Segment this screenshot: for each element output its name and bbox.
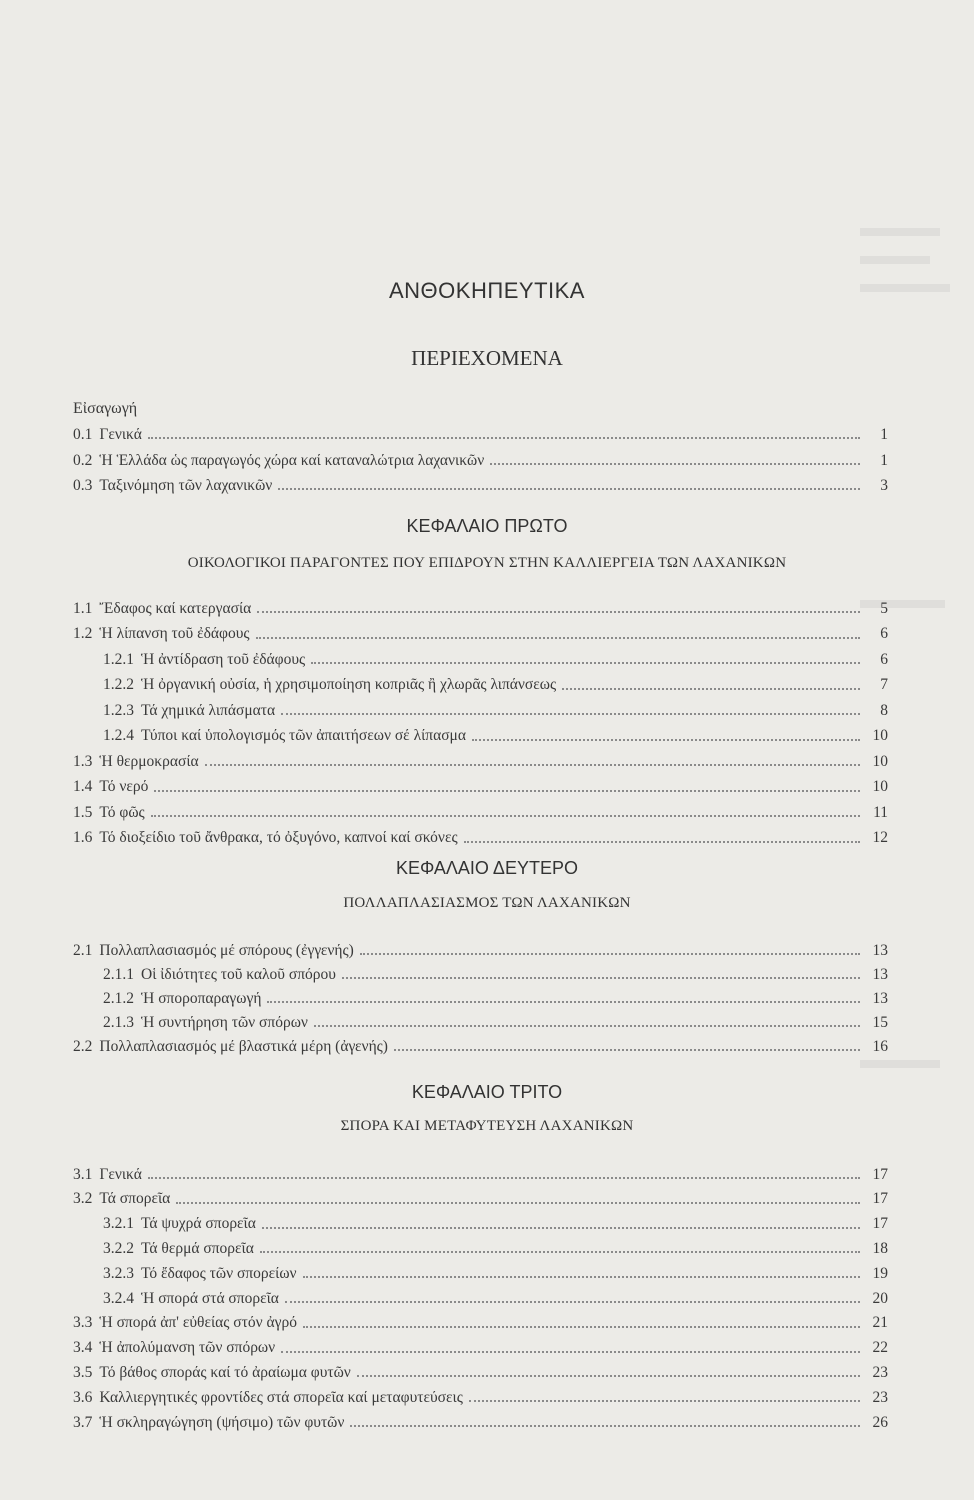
toc-entry-title: Ἡ λίπανση τοῦ ἐδάφους — [99, 625, 250, 642]
toc-entry — [103, 671, 888, 693]
toc-entry-number: 0.2 — [73, 451, 93, 469]
toc-entry-title: Πολλαπλασιασμός μέ σπόρους (ἐγγενής) — [99, 941, 354, 959]
toc-entry-page: 17 — [872, 1165, 888, 1183]
dot-leader — [360, 952, 860, 955]
dot-leader — [562, 687, 860, 690]
toc-entry — [73, 594, 888, 616]
toc-entry — [73, 1160, 888, 1182]
toc-entry-page: 1 — [880, 451, 888, 469]
dot-leader — [154, 789, 860, 792]
toc-entry-number: 2.1.3 — [103, 1013, 134, 1031]
toc-entry-page: 18 — [872, 1239, 888, 1257]
toc-entry-number: 3.1 — [73, 1165, 93, 1183]
toc-entry-title: Καλλιεργητικές φροντίδες στά σπορεῖα καί μεταφυτεύσεις — [99, 1388, 463, 1406]
dot-leader — [394, 1048, 860, 1051]
dot-leader — [278, 487, 860, 490]
dot-leader — [357, 1374, 860, 1377]
toc-entry-title: Πολλαπλασιασμός μέ βλαστικά μέρη (ἀγενής) — [99, 1037, 388, 1055]
dot-leader — [314, 1024, 860, 1027]
toc-entry — [103, 1259, 888, 1281]
toc-entry-title: Τό διοξείδιο τοῦ ἄνθρακα, τό ὀξυγόνο, καπνοί καί σκόνες — [99, 829, 458, 846]
toc-entry-title: Ἡ συντήρηση τῶν σπόρων — [141, 1013, 308, 1031]
contents-title: ΠΕΡΙΕΧΟΜΕΝΑ — [411, 346, 563, 370]
toc-entry-title: Ἡ σπορά στά σπορεῖα — [141, 1289, 279, 1307]
dot-leader — [205, 763, 860, 766]
toc-entry-number: 1.6 — [73, 829, 93, 846]
toc-entry-page: 3 — [880, 476, 888, 494]
toc-entry — [73, 1358, 888, 1380]
toc-entry-page: 10 — [872, 727, 888, 744]
toc-entry-number: 1.3 — [73, 752, 93, 770]
toc-entry-page: 20 — [872, 1289, 888, 1307]
toc-entry-number: 3.2.3 — [103, 1264, 134, 1282]
toc-entry-title: Τά θερμά σπορεῖα — [141, 1239, 254, 1257]
toc-entry — [103, 645, 888, 667]
dot-leader — [262, 1226, 860, 1229]
dot-leader — [311, 661, 860, 664]
toc-entry-number: 3.4 — [73, 1339, 93, 1357]
toc-entry-page: 6 — [880, 650, 888, 668]
toc-entry-page: 13 — [872, 989, 888, 1007]
toc-entry — [103, 1210, 888, 1232]
toc-entry-number: 3.2.1 — [103, 1215, 134, 1233]
toc-entry — [73, 1309, 888, 1331]
toc-entry — [103, 696, 888, 718]
toc-entry-page: 13 — [872, 941, 888, 959]
toc-entry-number: 2.1.2 — [103, 989, 134, 1007]
intro-label: Εἰσαγωγή — [73, 400, 138, 417]
toc-entry-page: 16 — [872, 1037, 888, 1055]
dot-leader — [267, 1000, 860, 1003]
toc-entry — [103, 960, 888, 982]
dot-leader — [257, 610, 860, 613]
chapter-subtitle-3: ΣΠΟΡΑ ΚΑΙ ΜΕΤΑΦΥΤΕΥΣΗ ΛΑΧΑΝΙΚΩΝ — [340, 1118, 634, 1134]
toc-entry-title: Ἡ σπορά ἀπ' εὐθείας στόν ἀγρό — [99, 1314, 297, 1332]
dot-leader — [281, 1350, 860, 1353]
dot-leader — [176, 1201, 860, 1204]
toc-entry — [103, 722, 888, 744]
toc-entry — [103, 984, 888, 1006]
toc-entry-number: 3.2 — [73, 1190, 93, 1208]
toc-entry-title: Ἡ θερμοκρασία — [99, 752, 199, 770]
chapter-subtitle-1: ΟΙΚΟΛΟΓΙΚΟΙ ΠΑΡΑΓΟΝΤΕΣ ΠΟΥ ΕΠΙΔΡΟΥΝ ΣΤΗΝ ΚΑΛΛΙΕΡΓΕΙΑ ΤΩΝ ΛΑΧΑΝΙΚΩΝ — [187, 555, 787, 571]
dot-leader — [303, 1275, 860, 1278]
dot-leader — [350, 1424, 860, 1427]
toc-entry-title: Γενικά — [99, 425, 142, 443]
dot-leader — [342, 976, 860, 979]
toc-entry-number: 3.6 — [73, 1388, 93, 1406]
toc-entry-title: Τά χημικά λιπάσματα — [141, 701, 276, 719]
toc-entry-number: 3.7 — [73, 1413, 93, 1431]
toc-entry — [73, 1185, 888, 1207]
toc-entry-page: 8 — [880, 701, 888, 719]
toc-entry-page: 21 — [872, 1314, 888, 1332]
chapter-subtitle-2: ΠΟΛΛΑΠΛΑΣΙΑΣΜΟΣ ΤΩΝ ΛΑΧΑΝΙΚΩΝ — [343, 895, 631, 911]
toc-entry-title: Ἡ ὀργανική οὐσία, ἡ χρησιμοποίηση κοπριᾶς ἢ χλωρᾶς λιπάνσεως — [141, 676, 557, 693]
toc-entry-number: 0.1 — [73, 425, 93, 443]
toc-entry-page: 5 — [880, 599, 888, 617]
toc-entry — [73, 1334, 888, 1356]
toc-entry — [73, 773, 888, 795]
toc-entry-number: 1.4 — [73, 778, 93, 795]
toc-entry-page: 22 — [872, 1339, 888, 1357]
dot-leader — [303, 1325, 860, 1328]
toc-entry — [103, 1284, 888, 1306]
toc-entry-number: 1.2.4 — [103, 727, 134, 744]
toc-entry — [73, 747, 888, 769]
toc-entry-page: 10 — [872, 778, 888, 795]
toc-entry-title: Ἡ Ἑλλάδα ὡς παραγωγός χώρα καί καταναλώτρια λαχανικῶν — [99, 451, 485, 469]
dot-leader — [464, 840, 860, 843]
toc-entry-number: 0.3 — [73, 476, 93, 494]
bleed-line — [860, 1060, 940, 1068]
toc-entry — [73, 420, 888, 442]
toc-entry-number: 2.1 — [73, 941, 93, 959]
toc-entry — [73, 824, 888, 846]
toc-entry-title: Τό φῶς — [99, 803, 145, 821]
toc-entry-page: 17 — [872, 1190, 888, 1208]
chapter-heading-1: ΚΕΦΑΛΑΙΟ ΠΡΩΤΟ — [406, 516, 568, 536]
toc-entry-number: 1.2.2 — [103, 676, 134, 693]
toc-entry-page: 13 — [872, 965, 888, 983]
toc-entry-title: Ἡ ἀντίδραση τοῦ ἐδάφους — [141, 650, 306, 668]
toc-entry-title: Γενικά — [99, 1165, 142, 1183]
toc-entry — [103, 1234, 888, 1256]
toc-entry — [73, 446, 888, 468]
bleed-line — [860, 256, 930, 264]
chapter-heading-3: ΚΕΦΑΛΑΙΟ ΤΡΙΤΟ — [411, 1082, 563, 1102]
toc-entry — [73, 620, 888, 642]
toc-entry-page: 10 — [872, 752, 888, 770]
toc-entry-page: 15 — [872, 1013, 888, 1031]
toc-entry — [73, 471, 888, 493]
toc-entry — [73, 798, 888, 820]
toc-entry-number: 1.2.3 — [103, 701, 134, 719]
toc-entry-title: Τό ἔδαφος τῶν σπορείων — [141, 1264, 297, 1282]
toc-entry — [103, 1008, 888, 1030]
toc-entry-number: 2.2 — [73, 1037, 93, 1055]
toc-entry-number: 1.2.1 — [103, 650, 134, 668]
toc-entry-number: 1.5 — [73, 803, 93, 821]
toc-entry-title: Ἔδαφος καί κατεργασία — [99, 599, 252, 617]
toc-entry-number: 1.1 — [73, 599, 93, 617]
toc-entry-title: Ἡ ἀπολύμανση τῶν σπόρων — [99, 1339, 276, 1357]
book-title: ΑΝΘΟΚΗΠΕΥΤΙΚΑ — [389, 278, 585, 303]
toc-entry-page: 1 — [880, 425, 888, 443]
toc-entry-title: Τά σπορεῖα — [99, 1190, 171, 1208]
toc-entry-page: 17 — [872, 1215, 888, 1233]
dot-leader — [148, 1176, 860, 1179]
toc-entry — [73, 1383, 888, 1405]
toc-entry-title: Τά ψυχρά σπορεῖα — [141, 1215, 256, 1233]
bleed-line — [860, 228, 940, 236]
dot-leader — [285, 1300, 860, 1303]
dot-leader — [472, 738, 860, 741]
dot-leader — [469, 1399, 860, 1402]
toc-entry-page: 7 — [880, 676, 888, 693]
toc-entry-number: 3.3 — [73, 1314, 93, 1332]
toc-entry-title: Τό νερό — [99, 778, 149, 795]
dot-leader — [148, 436, 860, 439]
toc-entry-page: 11 — [873, 803, 888, 821]
toc-entry-page: 23 — [872, 1363, 888, 1381]
toc-entry-title: Τό βάθος σποράς καί τό ἀραίωμα φυτῶν — [99, 1363, 351, 1381]
dot-leader — [281, 712, 860, 715]
toc-entry-number: 2.1.1 — [103, 965, 134, 983]
dot-leader — [260, 1250, 860, 1253]
toc-entry-number: 1.2 — [73, 625, 93, 642]
toc-entry-number: 3.2.2 — [103, 1239, 134, 1257]
toc-entry-number: 3.2.4 — [103, 1289, 134, 1307]
toc-entry-page: 6 — [880, 625, 888, 642]
toc-entry-page: 23 — [872, 1388, 888, 1406]
toc-entry-title: Ταξινόμηση τῶν λαχανικῶν — [99, 476, 273, 494]
toc-entry — [73, 936, 888, 958]
toc-entry-title: Οἱ ἰδιότητες τοῦ καλοῦ σπόρου — [141, 965, 336, 983]
toc-entry-number: 3.5 — [73, 1363, 93, 1381]
dot-leader — [490, 462, 860, 465]
toc-entry-page: 19 — [872, 1264, 888, 1282]
toc-entry-page: 12 — [872, 829, 888, 846]
toc-entry — [73, 1032, 888, 1054]
toc-entry-title: Ἡ σκληραγώγηση (ψήσιμο) τῶν φυτῶν — [99, 1413, 345, 1431]
dot-leader — [256, 636, 860, 639]
chapter-heading-2: ΚΕΦΑΛΑΙΟ ΔΕΥΤΕΡΟ — [396, 858, 578, 878]
toc-entry-page: 26 — [872, 1413, 888, 1431]
dot-leader — [151, 814, 860, 817]
toc-entry — [73, 1408, 888, 1430]
toc-entry-title: Τύποι καί ὑπολογισμός τῶν ἀπαιτήσεων σέ λίπασμα — [141, 727, 466, 744]
toc-entry-title: Ἡ σποροπαραγωγή — [141, 989, 262, 1007]
